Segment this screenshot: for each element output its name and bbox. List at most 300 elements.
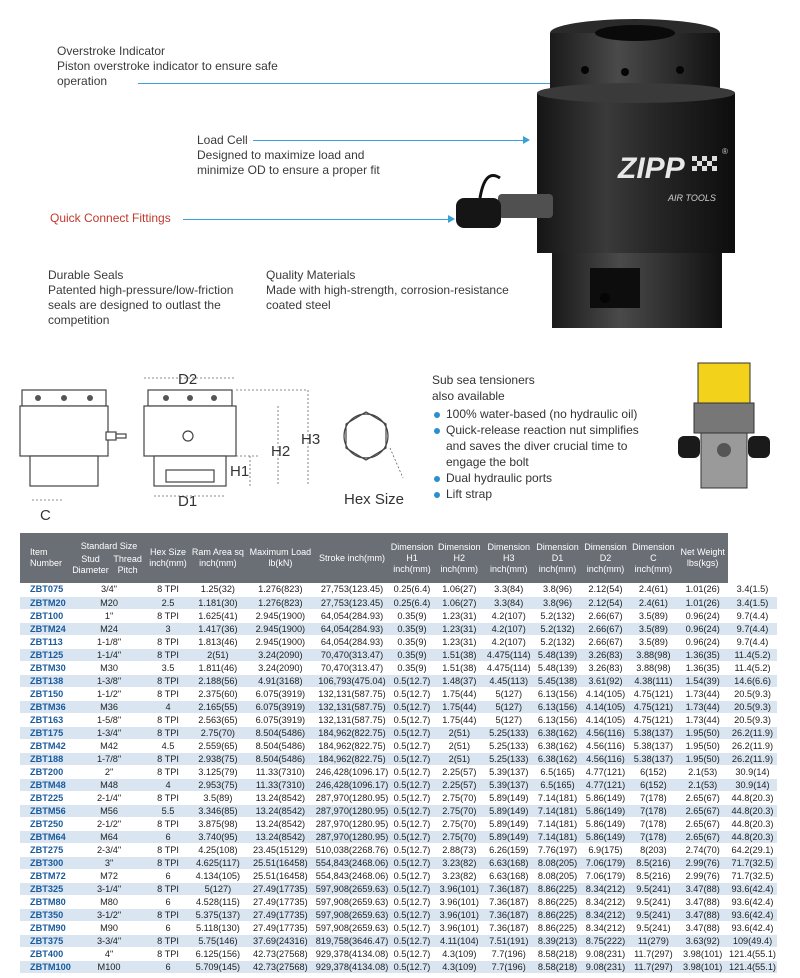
hex-size-cell: 1.25(32) [190, 583, 246, 596]
dim-h1-cell: 3.96(101) [435, 895, 484, 908]
stud-diameter-cell: 2-3/4" [72, 843, 146, 856]
air-tools-label: AIR TOOLS [668, 193, 716, 203]
dim-h3-cell: 3.8(96) [534, 596, 582, 609]
thread-pitch-cell: 8 TPI [146, 882, 190, 895]
max-load-cell: 597,908(2659.63) [315, 922, 389, 933]
stroke-cell: 0.5(12.7) [389, 895, 434, 908]
item-number-cell: ZBTM30 [20, 661, 72, 674]
dim-h1-cell: 1.23(31) [435, 635, 484, 648]
max-load-cell: 70,470(313.47) [315, 648, 390, 661]
max-load-cell: 64,054(284.93) [315, 635, 390, 648]
dim-h2-cell: 3.3(84) [484, 596, 534, 609]
max-load-cell: 27,753(123.45) [315, 596, 390, 609]
dim-h3-cell: 7.14(181) [534, 817, 582, 830]
dim-h2-cell: 4.475(114) [484, 661, 534, 674]
ram-area-cell: 8.504(5486) [246, 739, 315, 752]
col-hex: Hex Size inch(mm) [146, 533, 190, 583]
table-row [20, 869, 777, 882]
thread-pitch-cell: 4.5 [146, 739, 190, 752]
dim-d1-cell: 2.66(67) [582, 635, 630, 648]
hex-size-cell: 6.125(156) [190, 947, 246, 960]
stud-diameter-cell: M100 [72, 960, 146, 973]
stud-diameter-cell: 1-1/8" [72, 635, 146, 648]
dim-h2-cell: 4.2(107) [484, 635, 534, 648]
ram-area-cell: 8.504(5486) [246, 752, 315, 765]
dim-d1-cell: 9.08(231) [582, 960, 630, 973]
dim-h1-cell: 1.75(44) [435, 713, 484, 726]
ram-area-cell: 6.075(3919) [246, 687, 315, 700]
dim-c-cell: 1.73(44) [677, 687, 728, 700]
dim-d1-cell: 5.86(149) [582, 830, 630, 843]
stud-diameter-cell: 2-1/4" [72, 791, 146, 804]
dim-d2-cell: 11.7(297) [629, 960, 677, 973]
thread-pitch-cell: 6 [146, 960, 190, 973]
ram-area-cell: 42.73(27568) [246, 960, 315, 973]
ram-area-cell: 13.24(8542) [246, 804, 315, 817]
dim-d1-cell: 3.26(83) [582, 661, 630, 674]
item-number-cell: ZBTM100 [20, 960, 72, 973]
item-number-cell: ZBT350 [20, 908, 72, 921]
dim-d2-cell: 4.38(111) [629, 674, 677, 687]
thread-pitch-cell: 2.5 [146, 596, 190, 609]
thread-pitch-cell: 8 TPI [146, 843, 190, 856]
dim-d2-cell: 9.5(241) [629, 895, 677, 908]
item-number-cell: ZBTM90 [20, 921, 72, 934]
dim-h3-cell: 6.13(156) [534, 700, 582, 713]
stroke-cell: 0.5(12.7) [389, 843, 434, 856]
thread-pitch-cell: 8 TPI [146, 817, 190, 830]
dim-h2-cell: 7.36(187) [484, 895, 534, 908]
item-number-cell: ZBT225 [20, 791, 72, 804]
stroke-cell: 0.5(12.7) [389, 726, 434, 739]
stroke-cell: 0.5(12.7) [389, 791, 434, 804]
net-weight-cell: 44.8(20.3) [728, 830, 777, 843]
ram-area-cell: 11.33(7310) [246, 778, 315, 791]
dim-d1-cell: 4.14(105) [582, 700, 630, 713]
dim-h1-cell: 3.23(82) [435, 856, 484, 869]
hex-size-cell: 2.165(55) [190, 700, 246, 713]
dim-d2-cell: 9.5(241) [629, 882, 677, 895]
dim-d2-cell: 4.75(121) [629, 687, 677, 700]
dim-c-cell: 1.95(50) [677, 752, 728, 765]
dim-c-cell: 0.96(24) [677, 609, 728, 622]
dim-h1-cell: 1.51(38) [435, 661, 484, 674]
table-row [20, 609, 777, 622]
list-item: Dual hydraulic ports [432, 470, 652, 486]
table-row [20, 726, 777, 739]
max-load-cell: 132,131(587.75) [315, 700, 390, 713]
table-row [20, 830, 777, 843]
dim-d1-cell: 6.9(175) [582, 843, 630, 856]
dim-d2-cell: 11(279) [629, 934, 677, 947]
dim-c-cell: 3.47(88) [677, 921, 728, 934]
table-row [20, 778, 777, 791]
callout-title: Durable Seals [48, 268, 124, 282]
dim-c-cell: 1.01(26) [677, 596, 728, 609]
stud-diameter-cell: 1-1/4" [72, 648, 146, 661]
stroke-cell: 0.5(12.7) [389, 947, 434, 960]
dim-h1-cell: 2.75(70) [435, 830, 484, 843]
net-weight-cell: 26.2(11.9) [728, 726, 777, 739]
net-weight-cell: 121.4(55.1) [729, 948, 776, 959]
ram-area-cell: 23.45(15129) [246, 843, 315, 856]
zipp-logo: ZIPP [618, 152, 685, 185]
ram-area-cell: 42.73(27568) [246, 947, 315, 960]
ram-area-cell: 1.276(823) [246, 596, 315, 609]
stud-diameter-cell: 3-1/2" [72, 908, 146, 921]
stroke-cell: 0.5(12.7) [389, 752, 434, 765]
thread-pitch-cell: 6 [146, 895, 190, 908]
item-number-cell: ZBT175 [20, 726, 72, 739]
net-weight-cell: 9.7(4.4) [728, 609, 777, 622]
stroke-cell: 0.5(12.7) [389, 700, 434, 713]
dim-d1-cell: 2.12(54) [582, 596, 630, 609]
dim-d1-cell: 4.14(105) [582, 687, 630, 700]
dim-h2-cell: 5.39(137) [484, 778, 534, 791]
hex-size-cell: 2.938(75) [190, 752, 246, 765]
dim-h2-cell: 6.63(168) [484, 856, 534, 869]
stud-diameter-cell: 4" [72, 947, 146, 960]
callout-title: Quick Connect Fittings [50, 211, 171, 225]
col-item: Item Number [20, 533, 72, 583]
stud-diameter-cell: M20 [72, 596, 146, 609]
dim-h2-cell: 5.39(137) [484, 765, 534, 778]
subsea-features [432, 372, 652, 502]
dim-d1-cell: 7.06(179) [582, 869, 630, 882]
stud-diameter-cell: 3/4" [72, 583, 146, 596]
item-number-cell: ZBTM64 [20, 830, 72, 843]
ram-area-cell: 13.24(8542) [246, 791, 315, 804]
stroke-cell: 0.35(9) [389, 635, 434, 648]
dim-d2-cell: 2.4(61) [629, 596, 677, 609]
callout-title: Overstroke Indicator [57, 44, 166, 58]
item-number-cell: ZBT188 [20, 752, 72, 765]
net-weight-cell: 20.5(9.3) [728, 713, 777, 726]
col-ram: Ram Area sq inch(mm) [190, 533, 246, 583]
ram-area-cell: 27.49(17735) [246, 908, 315, 921]
hex-size-cell: 1.181(30) [190, 596, 246, 609]
stud-diameter-cell: 1-3/4" [72, 726, 146, 739]
dim-d2-cell: 8(203) [629, 843, 677, 856]
table-row [20, 882, 777, 895]
dim-d1-cell: 3.26(83) [582, 648, 630, 661]
dim-d1-cell: 2.66(67) [582, 609, 630, 622]
feature-list [432, 406, 652, 502]
item-number-cell: ZBT250 [20, 817, 72, 830]
hex-size-cell: 3.740(95) [190, 830, 246, 843]
dim-d2-cell: 3.5(89) [629, 622, 677, 635]
table-row [20, 674, 777, 687]
dim-h2-cell: 5.89(149) [484, 817, 534, 830]
registered-mark: ® [722, 147, 728, 156]
ram-area-cell: 4.91(3168) [246, 674, 315, 687]
dim-c-cell: 1.73(44) [677, 713, 728, 726]
table-row [20, 661, 777, 674]
thread-pitch-cell: 6 [146, 830, 190, 843]
stud-diameter-cell: 1-3/8" [72, 674, 146, 687]
dim-h1-cell: 3.96(101) [435, 921, 484, 934]
table-row [20, 921, 777, 934]
hex-size-cell: 5.709(145) [190, 960, 246, 973]
max-load-cell: 184,962(822.75) [315, 752, 390, 765]
stud-diameter-cell: M64 [72, 830, 146, 843]
dim-d2-cell: 6(152) [629, 765, 677, 778]
ram-area-cell: 6.075(3919) [246, 713, 315, 726]
item-number-cell: ZBT125 [20, 648, 72, 661]
table-row [20, 752, 777, 765]
dim-h1-cell: 1.48(37) [435, 674, 484, 687]
stud-diameter-cell: 3-1/4" [72, 882, 146, 895]
table-row [20, 843, 777, 856]
dim-c-cell: 1.73(44) [677, 700, 728, 713]
max-load-cell: 554,843(2468.06) [315, 870, 389, 881]
dim-d1-cell: 2.12(54) [582, 583, 630, 596]
dim-h2-cell: 5.89(149) [484, 804, 534, 817]
dim-c-cell: 2.99(76) [677, 856, 728, 869]
hex-size-cell: 5.375(137) [190, 908, 246, 921]
net-weight-cell: 109(49.4) [728, 934, 777, 947]
dim-c-cell: 2.1(53) [677, 778, 728, 791]
col-d1: Dimension D1 inch(mm) [534, 533, 582, 583]
thread-pitch-cell: 8 TPI [146, 947, 190, 960]
dim-h1-cell: 2(51) [435, 726, 484, 739]
item-number-cell: ZBTM56 [20, 804, 72, 817]
hex-size-cell: 3.875(98) [190, 817, 246, 830]
dim-c-cell: 2.65(67) [677, 830, 728, 843]
stroke-cell: 0.5(12.7) [389, 674, 434, 687]
dim-h3-cell: 6.5(165) [534, 778, 582, 791]
stud-diameter-cell: M80 [72, 895, 146, 908]
stud-diameter-cell: 1-1/2" [72, 687, 146, 700]
dim-h3-cell: 5.2(132) [534, 635, 582, 648]
net-weight-cell: 30.9(14) [728, 765, 777, 778]
max-load-cell: 27,753(123.45) [315, 583, 390, 596]
dim-c-label: C [40, 507, 51, 524]
dim-c-cell: 0.96(24) [677, 622, 728, 635]
dim-h3-cell: 5.48(139) [534, 661, 582, 674]
stud-diameter-cell: 3-3/4" [72, 934, 146, 947]
hex-size-cell: 2.75(70) [190, 726, 246, 739]
dim-d1-cell: 8.34(212) [582, 908, 630, 921]
dim-h3-cell: 8.86(225) [534, 895, 582, 908]
dim-h3-cell: 5.48(139) [534, 648, 582, 661]
max-load-cell: 597,908(2659.63) [315, 909, 389, 920]
stud-diameter-cell: M30 [72, 661, 146, 674]
hex-size-cell: 3.125(79) [190, 765, 246, 778]
dim-d1-cell: 4.77(121) [582, 765, 630, 778]
bolt-tensioner-image [440, 8, 800, 338]
max-load-cell: 132,131(587.75) [315, 713, 390, 726]
dim-c-cell: 3.98(101) [677, 960, 728, 973]
dim-h1-cell: 4.11(104) [435, 934, 484, 947]
stud-diameter-cell: M24 [72, 622, 146, 635]
net-weight-cell: 71.7(32.5) [728, 869, 777, 882]
table-row [20, 804, 777, 817]
dim-h3-cell: 6.5(165) [534, 765, 582, 778]
dim-d1-cell: 4.56(116) [582, 726, 630, 739]
dim-h1-cell: 2(51) [435, 739, 484, 752]
net-weight-cell: 71.7(32.5) [728, 856, 777, 869]
col-load: Maximum Load lb(kN) [246, 533, 315, 583]
dim-h1-cell: 4.3(109) [435, 947, 484, 960]
dim-d1-cell: 5.86(149) [582, 791, 630, 804]
dim-h1-cell: 1.23(31) [435, 622, 484, 635]
table-row [20, 583, 777, 596]
stroke-cell: 0.5(12.7) [389, 817, 434, 830]
dim-h2-cell: 4.2(107) [484, 622, 534, 635]
dim-d1-cell: 5.86(149) [582, 804, 630, 817]
stud-diameter-cell: M56 [72, 804, 146, 817]
dim-h1-cell: 2(51) [435, 752, 484, 765]
net-weight-cell: 20.5(9.3) [728, 687, 777, 700]
net-weight-cell: 93.6(42.4) [728, 921, 777, 934]
thread-pitch-cell: 8 TPI [146, 908, 190, 921]
dim-d2-label: D2 [178, 371, 198, 388]
dim-h1-cell: 1.06(27) [435, 583, 484, 596]
stroke-cell: 0.5(12.7) [389, 739, 434, 752]
max-load-cell: 70,470(313.47) [315, 661, 390, 674]
dim-h3-cell: 6.38(162) [534, 752, 582, 765]
dim-d1-label: D1 [178, 493, 198, 510]
item-number-cell: ZBT325 [20, 882, 72, 895]
dim-d2-cell: 9.5(241) [629, 921, 677, 934]
stroke-cell: 0.35(9) [389, 661, 434, 674]
col-weight: Net Weight lbs(kgs) [677, 533, 728, 583]
dim-d1-cell: 4.56(116) [582, 752, 630, 765]
dim-d2-cell: 7(178) [629, 830, 677, 843]
subsea-intro-2: also available [432, 389, 505, 403]
net-weight-cell: 44.8(20.3) [728, 804, 777, 817]
stroke-cell: 0.5(12.7) [389, 856, 434, 869]
dim-h1-cell: 2.25(57) [435, 765, 484, 778]
dim-h2-cell: 5(127) [484, 700, 534, 713]
dim-h3-cell: 6.13(156) [534, 713, 582, 726]
dim-d2-cell: 7(178) [629, 791, 677, 804]
hex-size-cell: 3.5(89) [190, 791, 246, 804]
table-row [20, 622, 777, 635]
thread-pitch-cell: 8 TPI [146, 648, 190, 661]
dim-h3-cell: 7.14(181) [534, 791, 582, 804]
dim-h3-cell: 8.39(213) [534, 934, 582, 947]
item-number-cell: ZBT200 [20, 765, 72, 778]
callout-body: Designed to maximize load and minimize OD to ensure a proper fit [197, 148, 380, 177]
table-row [20, 596, 777, 609]
callout-title: Quality Materials [266, 268, 356, 282]
dim-d1-cell: 4.56(116) [582, 739, 630, 752]
hex-size-cell: 4.528(115) [190, 895, 246, 908]
ram-area-cell: 6.075(3919) [246, 700, 315, 713]
ram-area-cell: 27.49(17735) [246, 921, 315, 934]
table-row [20, 856, 777, 869]
dim-h1-cell: 4.3(109) [435, 960, 484, 973]
hex-size-cell: 4.625(117) [190, 856, 246, 869]
net-weight-cell: 9.7(4.4) [728, 622, 777, 635]
ram-area-cell: 25.51(16458) [246, 856, 315, 869]
dim-c-cell: 3.47(88) [677, 908, 728, 921]
hex-size-cell: 5.118(130) [190, 921, 246, 934]
list-item: 100% water-based (no hydraulic oil) [432, 406, 652, 422]
col-stroke: Stroke inch(mm) [315, 533, 390, 583]
net-weight-cell: 93.6(42.4) [728, 882, 777, 895]
dim-c-cell: 3.63(92) [677, 934, 728, 947]
dim-c-cell: 3.47(88) [677, 882, 728, 895]
dim-h3-cell: 8.58(218) [534, 960, 582, 973]
net-weight-cell: 3.4(1.5) [728, 583, 777, 596]
callout-seals [48, 268, 248, 328]
dim-c-cell: 1.36(35) [677, 661, 728, 674]
max-load-cell: 287,970(1280.95) [315, 831, 389, 842]
dim-d2-cell: 5.38(137) [629, 739, 677, 752]
ram-area-cell: 25.51(16458) [246, 869, 315, 882]
dim-d2-cell: 3.88(98) [629, 661, 677, 674]
table-row [20, 635, 777, 648]
dim-d1-cell: 7.06(179) [582, 856, 630, 869]
dim-d2-cell: 7(178) [629, 804, 677, 817]
max-load-cell: 287,970(1280.95) [315, 818, 389, 829]
dim-d1-cell: 8.75(222) [582, 934, 630, 947]
thread-pitch-cell: 8 TPI [146, 674, 190, 687]
max-load-cell: 929,378(4134.08) [315, 961, 389, 972]
dim-c-cell: 3.98(101) [677, 947, 728, 960]
stud-diameter-cell: 3" [72, 856, 146, 869]
stroke-cell: 0.35(9) [389, 622, 434, 635]
dim-d1-cell: 8.34(212) [582, 882, 630, 895]
dim-h3-cell: 8.58(218) [534, 947, 582, 960]
item-number-cell: ZBT113 [20, 635, 72, 648]
table-row [20, 648, 777, 661]
max-load-cell: 929,378(4134.08) [315, 948, 389, 959]
dim-h2-cell: 5.89(149) [484, 830, 534, 843]
table-row [20, 739, 777, 752]
stud-diameter-cell: 1-7/8" [72, 752, 146, 765]
stroke-cell: 0.5(12.7) [389, 778, 434, 791]
callout-body: Patented high-pressure/low-friction seals are designed to outlast the competition [48, 283, 234, 327]
dim-h3-cell: 8.08(205) [534, 869, 582, 882]
max-load-cell: 287,970(1280.95) [315, 792, 389, 803]
dim-c-cell: 2.99(76) [677, 869, 728, 882]
dim-h2-cell: 5.25(133) [484, 752, 534, 765]
hex-size-cell: 5.75(146) [190, 934, 246, 947]
stud-diameter-cell: M48 [72, 778, 146, 791]
ram-area-cell: 2.945(1900) [246, 635, 315, 648]
max-load-cell: 597,908(2659.63) [315, 883, 389, 894]
callout-title: Load Cell [197, 133, 248, 147]
item-number-cell: ZBT138 [20, 674, 72, 687]
dim-d1-cell: 4.77(121) [582, 778, 630, 791]
stud-diameter-cell: M90 [72, 921, 146, 934]
dim-h2-cell: 4.2(107) [484, 609, 534, 622]
hex-size-cell: 2.559(65) [190, 739, 246, 752]
dim-h1-cell: 3.96(101) [435, 908, 484, 921]
dim-d2-cell: 9.5(241) [629, 908, 677, 921]
item-number-cell: ZBTM36 [20, 700, 72, 713]
ram-area-cell: 2.945(1900) [246, 609, 315, 622]
stroke-cell: 0.5(12.7) [389, 804, 434, 817]
table-row [20, 908, 777, 921]
item-number-cell: ZBT150 [20, 687, 72, 700]
item-number-cell: ZBTM48 [20, 778, 72, 791]
dim-d2-cell: 3.5(89) [629, 609, 677, 622]
dim-d2-cell: 3.5(89) [629, 635, 677, 648]
ram-area-cell: 1.276(823) [246, 583, 315, 596]
dim-c-cell: 1.01(26) [677, 583, 728, 596]
hex-size-cell: 3.346(85) [190, 804, 246, 817]
dim-h3-cell: 6.38(162) [534, 739, 582, 752]
dim-h1-cell: 2.88(73) [435, 843, 484, 856]
dim-h2-cell: 7.36(187) [484, 908, 534, 921]
dim-h1-cell: 1.51(38) [435, 648, 484, 661]
thread-pitch-cell: 8 TPI [146, 765, 190, 778]
